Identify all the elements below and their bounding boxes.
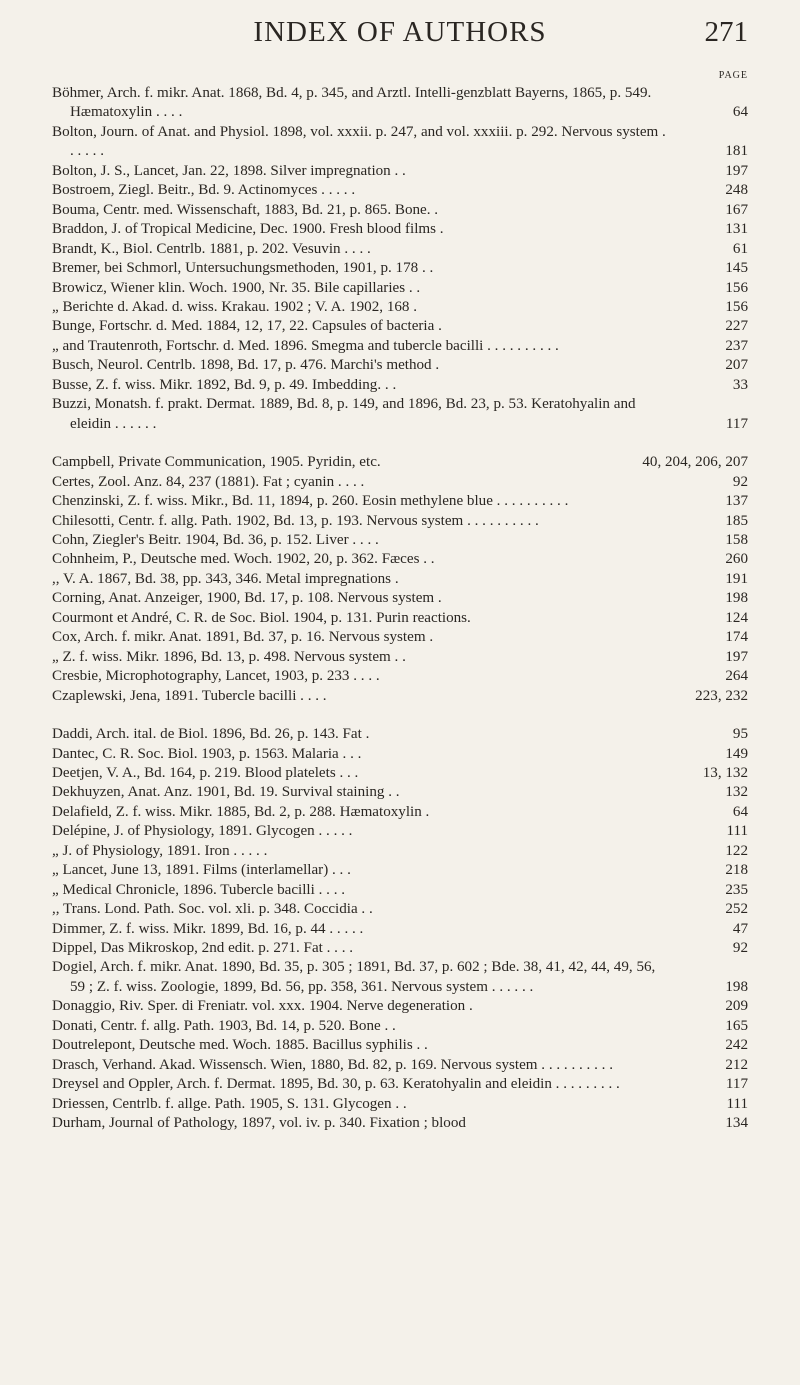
index-entry: [52, 512, 748, 531]
entry-text: „ Lancet, June 13, 1891. Films (interlamellar) . . .: [52, 862, 351, 879]
index-entry: [52, 395, 748, 434]
index-entry: [52, 356, 748, 375]
entry-text: Chilesotti, Centr. f. allg. Path. 1902, Bd. 13, p. 193. Nervous system . . . . . . . . . .: [52, 512, 539, 529]
entry-text: Chenzinski, Z. f. wiss. Mikr., Bd. 11, 1894, p. 260. Eosin methylene blue . . . . . . . . . .: [52, 493, 569, 510]
entry-page: 156: [725, 279, 748, 296]
index-entry: [52, 861, 748, 880]
index-entry: [52, 997, 748, 1016]
entry-text: Bunge, Fortschr. d. Med. 1884, 12, 17, 22. Capsules of bacteria .: [52, 318, 442, 335]
entry-text: Cohn, Ziegler's Beitr. 1904, Bd. 36, p. 152. Liver . . . .: [52, 531, 379, 548]
entry-text: Delépine, J. of Physiology, 1891. Glycogen . . . . .: [52, 823, 353, 840]
entry-text: „ Z. f. wiss. Mikr. 1896, Bd. 13, p. 498. Nervous system . .: [52, 648, 406, 665]
entry-page: 124: [725, 609, 748, 626]
entry-page: 156: [725, 298, 748, 315]
index-entry: [52, 667, 748, 686]
index-entry: [52, 822, 748, 841]
entry-page: 33: [732, 376, 748, 393]
entry-text: ,, V. A. 1867, Bd. 38, pp. 343, 346. Metal impregnations .: [52, 570, 399, 587]
entry-page: 198: [725, 590, 748, 607]
entry-text: Cresbie, Microphotography, Lancet, 1903, p. 233 . . . .: [52, 668, 380, 685]
entry-page: 149: [725, 745, 748, 762]
index-entry: [52, 298, 748, 317]
index-entry: [52, 628, 748, 647]
entry-page: 13, 132: [702, 764, 748, 781]
entry-page: 198: [725, 978, 748, 995]
entry-text: Corning, Anat. Anzeiger, 1900, Bd. 17, p. 108. Nervous system .: [52, 590, 442, 607]
entry-page: 209: [725, 998, 748, 1015]
page-column-label: PAGE: [718, 70, 748, 81]
index-entry: [52, 920, 748, 939]
index-entry: [52, 240, 748, 259]
page-number: 271: [704, 16, 748, 48]
index-entry: [52, 589, 748, 608]
entry-page: 212: [725, 1056, 748, 1073]
entry-page: 264: [725, 668, 748, 685]
entry-page: 122: [725, 842, 748, 859]
entry-text: Daddi, Arch. ital. de Biol. 1896, Bd. 26, p. 143. Fat .: [52, 726, 370, 743]
entry-page: 47: [732, 920, 748, 937]
entry-text: Bouma, Centr. med. Wissenschaft, 1883, Bd. 21, p. 865. Bone. .: [52, 201, 439, 218]
entry-page: 248: [725, 182, 748, 199]
index-entry: [52, 764, 748, 783]
entry-text: Dogiel, Arch. f. mikr. Anat. 1890, Bd. 35, p. 305 ; 1891, Bd. 37, p. 602 ; Bde. 38, 41, 42, 44, 49, 56, 59 ; Z. f. wiss. Zoologie, 1899, Bd. 56, pp. 358, 361. Nervous system . . . . . .: [52, 959, 656, 995]
entry-text: Doutrelepont, Deutsche med. Woch. 1885. Bacillus syphilis . .: [52, 1037, 428, 1054]
entry-page: 117: [725, 415, 748, 432]
entry-page: 218: [725, 862, 748, 879]
entry-page: 92: [732, 473, 748, 490]
entry-page: 145: [725, 260, 748, 277]
entry-text: Dantec, C. R. Soc. Biol. 1903, p. 1563. Malaria . . .: [52, 745, 362, 762]
index-entry: [52, 1114, 748, 1133]
entry-page: 131: [725, 221, 748, 238]
entry-page: 185: [725, 512, 748, 529]
entry-text: „ Berichte d. Akad. d. wiss. Krakau. 1902 ; V. A. 1902, 168 .: [52, 298, 418, 315]
index-entry: [52, 123, 748, 162]
entry-text: Browicz, Wiener klin. Woch. 1900, Nr. 35. Bile capillaries . .: [52, 279, 421, 296]
entry-text: Delafield, Z. f. wiss. Mikr. 1885, Bd. 2, p. 288. Hæmatoxylin .: [52, 803, 430, 820]
entry-text: „ J. of Physiology, 1891. Iron . . . . .: [52, 842, 268, 859]
entry-page: 64: [732, 104, 748, 121]
index-entry: [52, 725, 748, 744]
index-entry: [52, 201, 748, 220]
index-entry: [52, 1056, 748, 1075]
entry-page: 137: [725, 493, 748, 510]
index-entry: [52, 492, 748, 511]
entry-text: Dimmer, Z. f. wiss. Mikr. 1899, Bd. 16, p. 44 . . . . .: [52, 920, 364, 937]
entry-page: 117: [725, 1076, 748, 1093]
index-entry: [52, 900, 748, 919]
index-entry: [52, 1017, 748, 1036]
index-entry: [52, 84, 748, 123]
entry-text: Czaplewski, Jena, 1891. Tubercle bacilli . . . .: [52, 687, 327, 704]
entry-page: 158: [725, 531, 748, 548]
index-entry: [52, 162, 748, 181]
entry-page: 181: [725, 143, 748, 160]
entry-text: Durham, Journal of Pathology, 1897, vol. iv. p. 340. Fixation ; blood: [52, 1115, 466, 1132]
entry-page: 252: [725, 901, 748, 918]
entry-page: 95: [732, 726, 748, 743]
entry-text: Brandt, K., Biol. Centrlb. 1881, p. 202. Vesuvin . . . .: [52, 240, 371, 257]
entry-page: 111: [726, 1095, 748, 1112]
index-section-d: [52, 725, 748, 1134]
entry-text: Busch, Neurol. Centrlb. 1898, Bd. 17, p. 476. Marchi's method .: [52, 357, 440, 374]
entry-text: Deetjen, V. A., Bd. 164, p. 219. Blood platelets . . .: [52, 764, 359, 781]
index-entry: [52, 745, 748, 764]
entry-page: 167: [725, 201, 748, 218]
entry-page: 61: [732, 240, 748, 257]
index-entry: [52, 220, 748, 239]
entry-text: Cohnheim, P., Deutsche med. Woch. 1902, 20, p. 362. Fæces . .: [52, 551, 435, 568]
index-section-c: [52, 453, 748, 706]
index-entry: [52, 337, 748, 356]
index-entry: [52, 453, 748, 472]
index-entry: [52, 881, 748, 900]
running-title: INDEX OF AUTHORS: [253, 16, 547, 48]
entry-page: 40, 204, 206, 207: [642, 454, 748, 471]
index-entry: [52, 181, 748, 200]
index-entry: [52, 687, 748, 706]
entry-page: 197: [725, 648, 748, 665]
entry-text: Bolton, Journ. of Anat. and Physiol. 1898, vol. xxxii. p. 247, and vol. xxxiii. p. 292. Nervous system . . . . . .: [52, 123, 666, 160]
index-entry: [52, 1075, 748, 1094]
entry-text: Buzzi, Monatsh. f. prakt. Dermat. 1889, Bd. 8, p. 149, and 1896, Bd. 23, p. 53. Keratohyalin and eleidin . . . . . .: [52, 396, 636, 432]
entry-page: 134: [725, 1115, 748, 1132]
entry-text: Donaggio, Riv. Sper. di Freniatr. vol. xxx. 1904. Nerve degeneration .: [52, 998, 473, 1015]
entry-text: Drasch, Verhand. Akad. Wissensch. Wien, 1880, Bd. 82, p. 169. Nervous system . . . . . . . . . .: [52, 1056, 613, 1073]
index-entry: [52, 259, 748, 278]
entry-page: 92: [732, 940, 748, 957]
entry-page: 111: [726, 823, 748, 840]
entry-text: „ and Trautenroth, Fortschr. d. Med. 1896. Smegma and tubercle bacilli . . . . . . . . . .: [52, 337, 559, 354]
entry-page: 64: [732, 803, 748, 820]
entry-page: 235: [725, 881, 748, 898]
index-entry: [52, 958, 748, 997]
entry-text: „ Medical Chronicle, 1896. Tubercle bacilli . . . .: [52, 881, 346, 898]
entry-text: Certes, Zool. Anz. 84, 237 (1881). Fat ; cyanin . . . .: [52, 473, 365, 490]
entry-text: Bremer, bei Schmorl, Untersuchungsmethoden, 1901, p. 178 . .: [52, 260, 434, 277]
entry-text: Dekhuyzen, Anat. Anz. 1901, Bd. 19. Survival staining . .: [52, 784, 400, 801]
index-entry: [52, 609, 748, 628]
entry-page: 260: [725, 551, 748, 568]
index-sections: [52, 84, 748, 1134]
entry-text: Dippel, Das Mikroskop, 2nd edit. p. 271. Fat . . . .: [52, 940, 354, 957]
index-entry: [52, 803, 748, 822]
index-entry: [52, 279, 748, 298]
entry-page: 223, 232: [695, 687, 748, 704]
entry-page: 242: [725, 1037, 748, 1054]
entry-page: 165: [725, 1017, 748, 1034]
entry-text: Courmont et André, C. R. de Soc. Biol. 1904, p. 131. Purin reactions.: [52, 609, 471, 626]
entry-text: Bolton, J. S., Lancet, Jan. 22, 1898. Silver impregnation . .: [52, 162, 406, 179]
index-entry: [52, 842, 748, 861]
entry-text: Dreysel and Oppler, Arch. f. Dermat. 1895, Bd. 30, p. 63. Keratohyalin and eleidin . . . . . . . . .: [52, 1076, 620, 1093]
index-section-b: [52, 84, 748, 434]
index-entry: [52, 783, 748, 802]
index-entry: [52, 317, 748, 336]
entry-text: Cox, Arch. f. mikr. Anat. 1891, Bd. 37, p. 16. Nervous system .: [52, 629, 434, 646]
index-entry: [52, 570, 748, 589]
index-entry: [52, 550, 748, 569]
entry-page: 197: [725, 162, 748, 179]
entry-text: Driessen, Centrlb. f. allge. Path. 1905, S. 131. Glycogen . .: [52, 1095, 407, 1112]
entry-page: 227: [725, 318, 748, 335]
page-header: [52, 0, 748, 64]
entry-text: Donati, Centr. f. allg. Path. 1903, Bd. 14, p. 520. Bone . .: [52, 1017, 396, 1034]
entry-page: 174: [725, 629, 748, 646]
index-entry: [52, 531, 748, 550]
index-entry: [52, 376, 748, 395]
entry-page: 207: [725, 357, 748, 374]
entry-page: 191: [725, 570, 748, 587]
entry-text: Böhmer, Arch. f. mikr. Anat. 1868, Bd. 4, p. 345, and Arztl. Intelli-genzblatt Bayerns, 1865, p. 549. Hæmatoxylin . . . .: [52, 85, 652, 121]
index-entry: [52, 648, 748, 667]
index-entry: [52, 473, 748, 492]
entry-text: Bostroem, Ziegl. Beitr., Bd. 9. Actinomyces . . . . .: [52, 182, 356, 199]
index-entry: [52, 939, 748, 958]
index-entry: [52, 1095, 748, 1114]
entry-text: ,, Trans. Lond. Path. Soc. vol. xli. p. 348. Coccidia . .: [52, 901, 373, 918]
index-entry: [52, 1036, 748, 1055]
entry-page: 132: [725, 784, 748, 801]
entry-page: 237: [725, 337, 748, 354]
entry-text: Busse, Z. f. wiss. Mikr. 1892, Bd. 9, p. 49. Imbedding. . .: [52, 376, 397, 393]
entry-text: Campbell, Private Communication, 1905. Pyridin, etc.: [52, 454, 381, 471]
entry-text: Braddon, J. of Tropical Medicine, Dec. 1900. Fresh blood films .: [52, 221, 444, 238]
